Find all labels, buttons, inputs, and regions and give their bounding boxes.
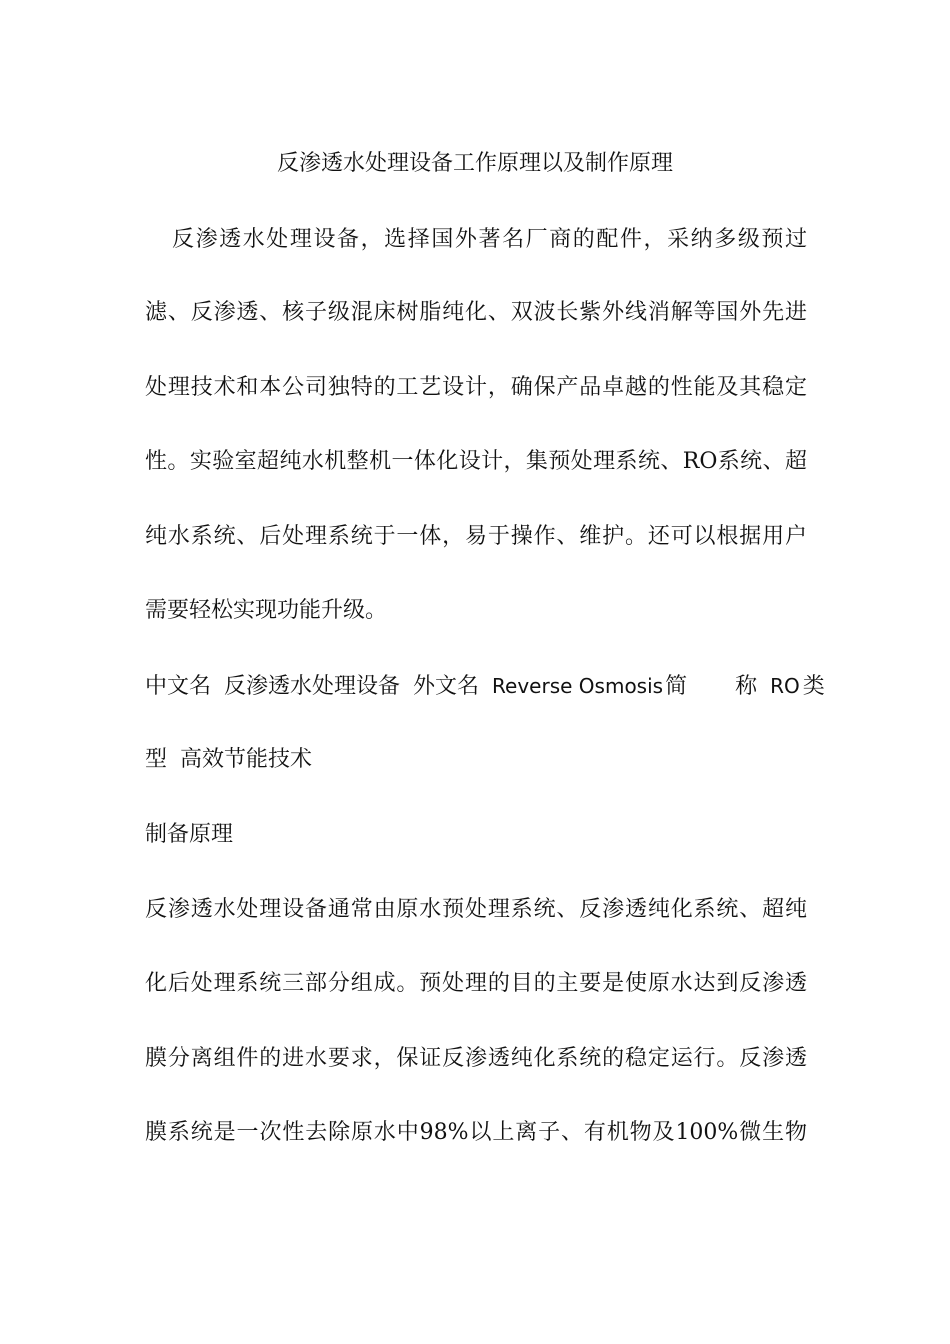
foreign-name-value: Reverse Osmosis (492, 674, 664, 698)
document-title: 反渗透水处理设备工作原理以及制作原理 (276, 151, 673, 176)
abbr-value: RO (770, 674, 800, 698)
chinese-name-label: 中文名 (145, 674, 212, 699)
infobox-row-1 (145, 671, 825, 702)
foreign-name-label: 外文名 (413, 674, 480, 699)
type-label-2: 型 (145, 747, 168, 772)
section-line-3: 膜分离组件的进水要求，保证反渗透纯化系统的稳定运行。反渗透 (145, 1046, 807, 1071)
section-heading: 制备原理 (145, 822, 234, 847)
intro-line-1: 反渗透水处理设备，选择国外著名厂商的配件，采纳多级预过 (172, 227, 807, 252)
intro-line-5: 纯水系统、后处理系统于一体，易于操作、维护。还可以根据用户 (145, 524, 807, 549)
section-line-2: 化后处理系统三部分组成。预处理的目的主要是使原水达到反渗透 (145, 971, 807, 996)
intro-line-2: 滤、反渗透、核子级混床树脂纯化、双波长紫外线消解等国外先进 (145, 300, 807, 325)
section-line-4: 膜系统是一次性去除原水中98%以上离子、有机物及100%微生物 (145, 1120, 807, 1145)
intro-line-3: 处理技术和本公司独特的工艺设计，确保产品卓越的性能及其稳定 (145, 375, 807, 400)
abbr-label-1: 简 (665, 674, 688, 699)
intro-line-6: 需要轻松实现功能升级。 (145, 598, 388, 623)
type-value: 高效节能技术 (180, 747, 313, 772)
infobox-row-2 (145, 745, 807, 775)
abbr-label-2: 称 (735, 674, 758, 699)
chinese-name-value: 反渗透水处理设备 (224, 674, 401, 699)
intro-line-4: 性。实验室超纯水机整机一体化设计，集预处理系统、RO系统、超 (145, 449, 807, 474)
section-line-1: 反渗透水处理设备通常由原水预处理系统、反渗透纯化系统、超纯 (145, 897, 807, 922)
type-label-1: 类 (802, 674, 825, 699)
